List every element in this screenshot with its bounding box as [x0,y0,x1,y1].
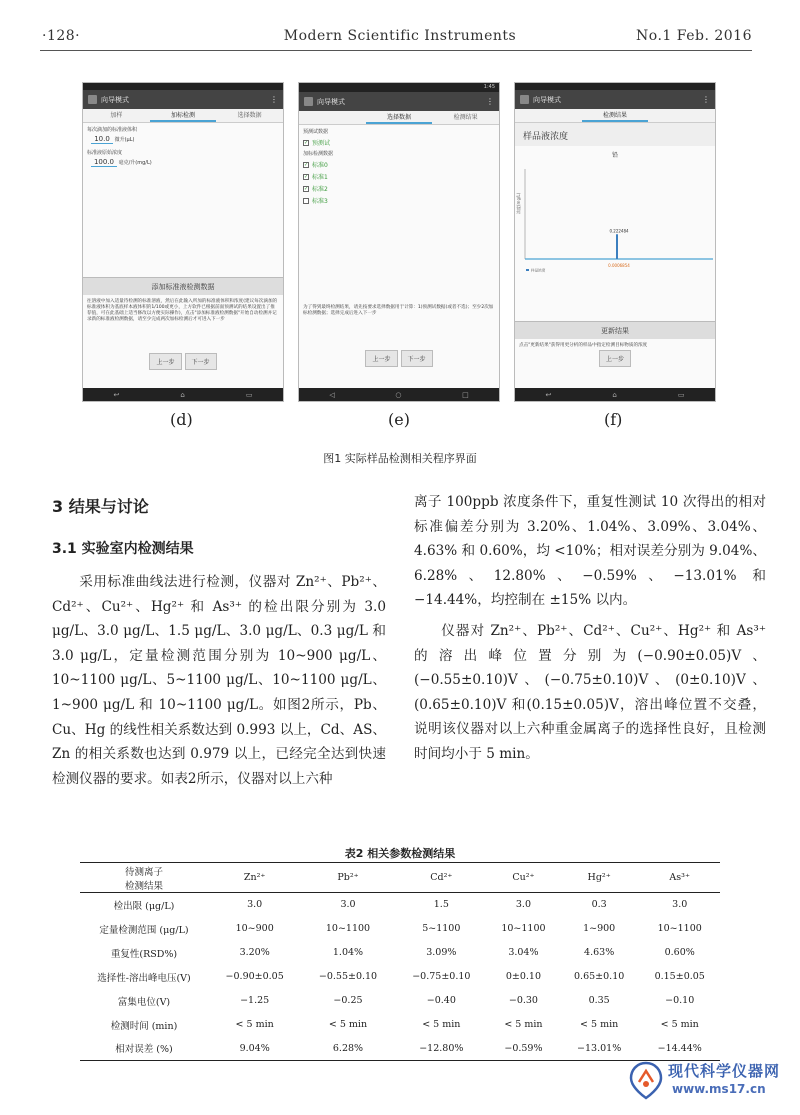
group-spike-label: 加标检测数据 [303,151,334,157]
table-corner-cell [80,863,208,893]
table-cell: 4.63% [584,947,615,958]
table-cell: 9.04% [208,1037,301,1061]
figure-caption: 图1 实际样品检测相关程序界面 [323,452,477,465]
volume-label: 每次滴加的标准液体积 [87,127,138,133]
table-cell: < 5 min [660,1019,699,1030]
checkbox-standard-1[interactable]: ✓ [304,173,309,180]
right-column [414,490,766,767]
section-heading: 3 结果与讨论 [52,497,149,516]
row-label: 定量检测范围 (μg/L) [99,924,189,936]
table-cell: 3.20% [239,947,270,958]
overflow-menu-icon[interactable]: ⋮ [702,95,710,104]
tab-select-data[interactable]: 选择数据 [237,112,262,119]
volume-unit: 微升(μL) [114,137,135,143]
table-cell: −0.10 [665,995,695,1006]
watermark-logo-icon [628,1060,664,1100]
result-heading: 样品液浓度 [515,123,715,146]
result-bar-chart [515,159,715,279]
watermark-name: 现代科学仪器网 [668,1062,781,1080]
instruction-note: 为了得到最终检测结果，请先按要求选择数据用于计算：1)预测试数据(或者不选)；至少2次加标检测数据；选择完成后进入下一步 [303,305,494,316]
item-pretest: 预测试 [312,140,331,147]
checkbox-standard-3[interactable] [303,198,309,204]
table-cell: 3.0 [672,899,688,911]
phone-screenshot-d [82,82,284,402]
tab-empty-left[interactable] [515,109,582,122]
table-cell: 0.60% [664,947,695,958]
legend-swatch [526,269,529,271]
table-cell: 10~1100 [501,923,546,934]
table-cell: 0.35 [588,995,610,1006]
item-standard-3: 标准3 [312,198,328,205]
table-cell: 0±0.10 [505,971,542,982]
concentration-input[interactable]: 100.0 [91,158,117,167]
table-cell: 3.0 [340,899,356,911]
corner-line-2: 检测结果 [124,880,163,892]
table-cell: −0.90±0.05 [225,971,284,982]
tab-results[interactable]: 检测结果 [453,114,478,121]
table-cell: 0.65±0.10 [574,971,625,982]
paragraph-detection-limits: 采用标准曲线法进行检测，仪器对 Zn²⁺、Pb²⁺、Cd²⁺、Cu²⁺、Hg²⁺ 和 As³⁺ 的检出限分别为 3.0 μg/L、3.0 μg/L、1.5 μg/L、3.0 μg/L、0.3 μg/L 和 3.0 μg/L，定量检测范围分别为 10~900 μg/L、10~1100 μg/L、5~1100 μg/L、10~1100 μg/L、1~900 μg/L 和 10~1100 μg/L。如图2所示，Pb、Cu、Hg 的线性相关系数达到 0.993 以上，Cd、AS、Zn 的相关系数也达到 0.979 以上，已经完全达到快速检测仪器的要求。如表2所示，仪器对以上六种 [52,574,386,787]
table-cell: −0.40 [426,995,456,1006]
next-step-button[interactable]: 下一步 [185,353,217,370]
row-label: 富集电位(V) [117,996,171,1008]
journal-name: Modern Scientific Instruments [283,28,517,44]
nav-back-icon[interactable]: ↩ [113,390,120,399]
app-logo-icon [520,95,529,104]
checkbox-pretest[interactable]: ✓ [304,139,309,146]
app-title: 向导模式 [101,95,129,104]
watermark-url: www.ms17.cn [672,1082,766,1096]
sublabel-d: (d) [170,410,193,429]
table-cell: −0.55±0.10 [318,971,378,982]
table-row [80,989,720,1013]
table-cell: −0.75±0.10 [412,971,471,982]
chart-ylabel: 浓度(mg/L) [516,192,521,214]
column-header: Cu²⁺ [488,863,559,893]
item-standard-1: 标准1 [312,174,328,181]
table-row [80,893,720,917]
table-cell: 5~1100 [422,923,461,934]
nav-recent-icon[interactable]: ▭ [677,390,685,399]
row-label: 检测时间 (min) [110,1020,178,1032]
overflow-menu-icon[interactable]: ⋮ [270,95,278,104]
item-standard-2: 标准2 [312,186,328,193]
app-logo-icon [88,95,97,104]
add-standard-button[interactable]: 添加标准液检测数据 [83,277,283,295]
table-cell: 10~900 [235,923,274,934]
sublabel-f: (f) [604,410,623,429]
column-header: Pb²⁺ [301,863,394,893]
app-logo-icon [304,97,313,106]
table-row [80,917,720,941]
table-cell: 6.28% [301,1037,394,1061]
table-cell: −13.01% [559,1037,640,1061]
prev-step-button[interactable]: 上一步 [149,353,181,370]
table-cell: < 5 min [235,1019,274,1030]
table-cell: −0.25 [333,995,363,1006]
paragraph-repeatability: 离子 100ppb 浓度条件下，重复性测试 10 次得出的相对标准偏差分别为 3.20%、1.04%、3.09%、3.04%、4.63% 和 0.60%，均 <10%；相对误差分别为 9.04%、6.28%、12.80%、−0.59%、−13.01% 和 −14.44%，均控制在 ±15% 以内。 [414,494,766,609]
bar-value-label: 0.222484 [609,228,629,234]
table-cell: 10~1100 [325,923,371,934]
nav-home-icon[interactable]: ⌂ [612,390,617,399]
table-cell: 10~1100 [657,923,702,934]
concentration-unit: 毫克/升(mg/L) [118,160,152,166]
app-title: 向导模式 [533,95,561,104]
checkbox-standard-0[interactable]: ✓ [304,161,309,168]
table-row [80,965,720,989]
nav-recent-icon[interactable]: □ [462,390,469,399]
table-header-row [80,863,720,893]
table-cell: −14.44% [639,1037,720,1061]
page-number: ·128· [42,28,81,44]
nav-back-icon[interactable]: ◁ [329,390,335,399]
table-cell: < 5 min [504,1019,543,1030]
item-standard-0: 标准0 [312,162,328,169]
status-time: 1:45 [299,83,499,92]
concentration-label: 标准液原始浓度 [87,150,123,156]
table-cell: 3.04% [508,947,539,958]
table-cell: 3.0 [515,899,531,911]
tab-spike-test[interactable]: 加标检测 [150,109,217,122]
table-caption: 表2 相关参数检测结果 [344,847,456,860]
table-cell: < 5 min [328,1019,368,1030]
table-cell: −12.80% [395,1037,488,1061]
nav-home-icon[interactable]: ⌂ [180,390,185,399]
phone-screenshot-e [298,82,500,402]
tab-select-data[interactable]: 选择数据 [366,111,433,124]
column-header: As³⁺ [639,863,720,893]
sublabel-e: (e) [388,410,410,429]
tab-empty[interactable] [299,111,366,124]
table-cell: 3.0 [247,899,263,911]
phone-screenshot-f [514,82,716,402]
subsection-heading: 3.1 实验室内检测结果 [52,541,194,557]
header-rule [40,50,752,51]
site-watermark [628,1056,788,1106]
table-cell: 1~900 [583,923,616,934]
row-label: 选择性-溶出峰电压(V) [97,972,191,984]
tab-empty-right[interactable] [648,109,715,122]
row-label: 检出限 (μg/L) [113,900,175,912]
table-cell: 3.09% [426,947,457,958]
tab-add-sample[interactable]: 加样 [110,112,123,119]
column-header: Cd²⁺ [395,863,488,893]
overflow-menu-icon[interactable]: ⋮ [486,97,494,106]
update-results-button[interactable]: 更新结果 [515,321,715,339]
table-cell: 0.3 [591,899,607,911]
column-header: Zn²⁺ [208,863,301,893]
row-label: 相对误差 (%) [80,1037,208,1061]
volume-input[interactable]: 10.0 [91,135,113,144]
error-label: 0.0006854 [608,263,630,268]
instruction-note: 点击"更新结果"获得用更分析的样品中指定检测目标物质的浓度 [519,343,648,348]
corner-line-1: 待测离子 [124,866,163,878]
table-row [80,941,720,965]
instruction-note: 往溶液中加入适量待检测的标准溶液，然后在此输入所加的标准液体积和浓度(建议每次滴加的标准液体积为基底样本液体积的1/100或更小，上方软件已根据前面预测试的结果设置出了推荐值，可在此基础上适当修改以方便实际操作)，点击"添加标准液检测数据"开始自动检测并记录新的标准液检测数据，请至少完成两次加标检测后才可进入下一步 [87,299,278,322]
table-cell: < 5 min [580,1019,619,1030]
table-cell: 0.15±0.05 [654,971,705,982]
result-bar [616,234,618,259]
app-title: 向导模式 [317,97,345,106]
table-row [80,1037,720,1061]
table-row [80,1013,720,1037]
prev-step-button[interactable]: 上一步 [599,350,631,367]
left-column [52,570,386,791]
issue-info: No.1 Feb. 2016 [636,28,752,44]
paragraph-selectivity: 仪器对 Zn²⁺、Pb²⁺、Cd²⁺、Cu²⁺、Hg²⁺ 和 As³⁺ 的溶出峰位置分别为(−0.90±0.05)V、(−0.55±0.10)V、(−0.75±0.10)V、(0±0.10)V、(0.65±0.10)V 和(0.15±0.05)V，溶出峰位置不交叠，说明该仪器对以上六种重金属离子的选择性良好，且检测时间均小于 5 min。 [414,622,766,762]
group-pretest-label: 预测试数据 [303,129,329,135]
row-label: 重复性(RSD%) [110,948,178,960]
nav-back-icon[interactable]: ↩ [545,390,552,399]
table-cell: 1.04% [332,947,364,958]
element-name: 铅 [611,152,618,159]
table-cell: −1.25 [240,995,270,1006]
nav-recent-icon[interactable]: ▭ [245,390,253,399]
prev-step-button[interactable]: 上一步 [365,350,397,367]
table-cell: −0.59% [488,1037,559,1061]
column-header: Hg²⁺ [559,863,640,893]
table-cell: 1.5 [433,899,449,911]
checkbox-standard-2[interactable]: ✓ [304,185,309,192]
tab-results[interactable]: 检测结果 [582,109,649,122]
nav-home-icon[interactable]: ○ [395,390,402,399]
table-cell: < 5 min [422,1019,461,1030]
results-table [80,862,720,1061]
table-cell: −0.30 [508,995,538,1006]
next-step-button[interactable]: 下一步 [401,350,433,367]
legend-label: 样品浓度 [531,268,546,273]
